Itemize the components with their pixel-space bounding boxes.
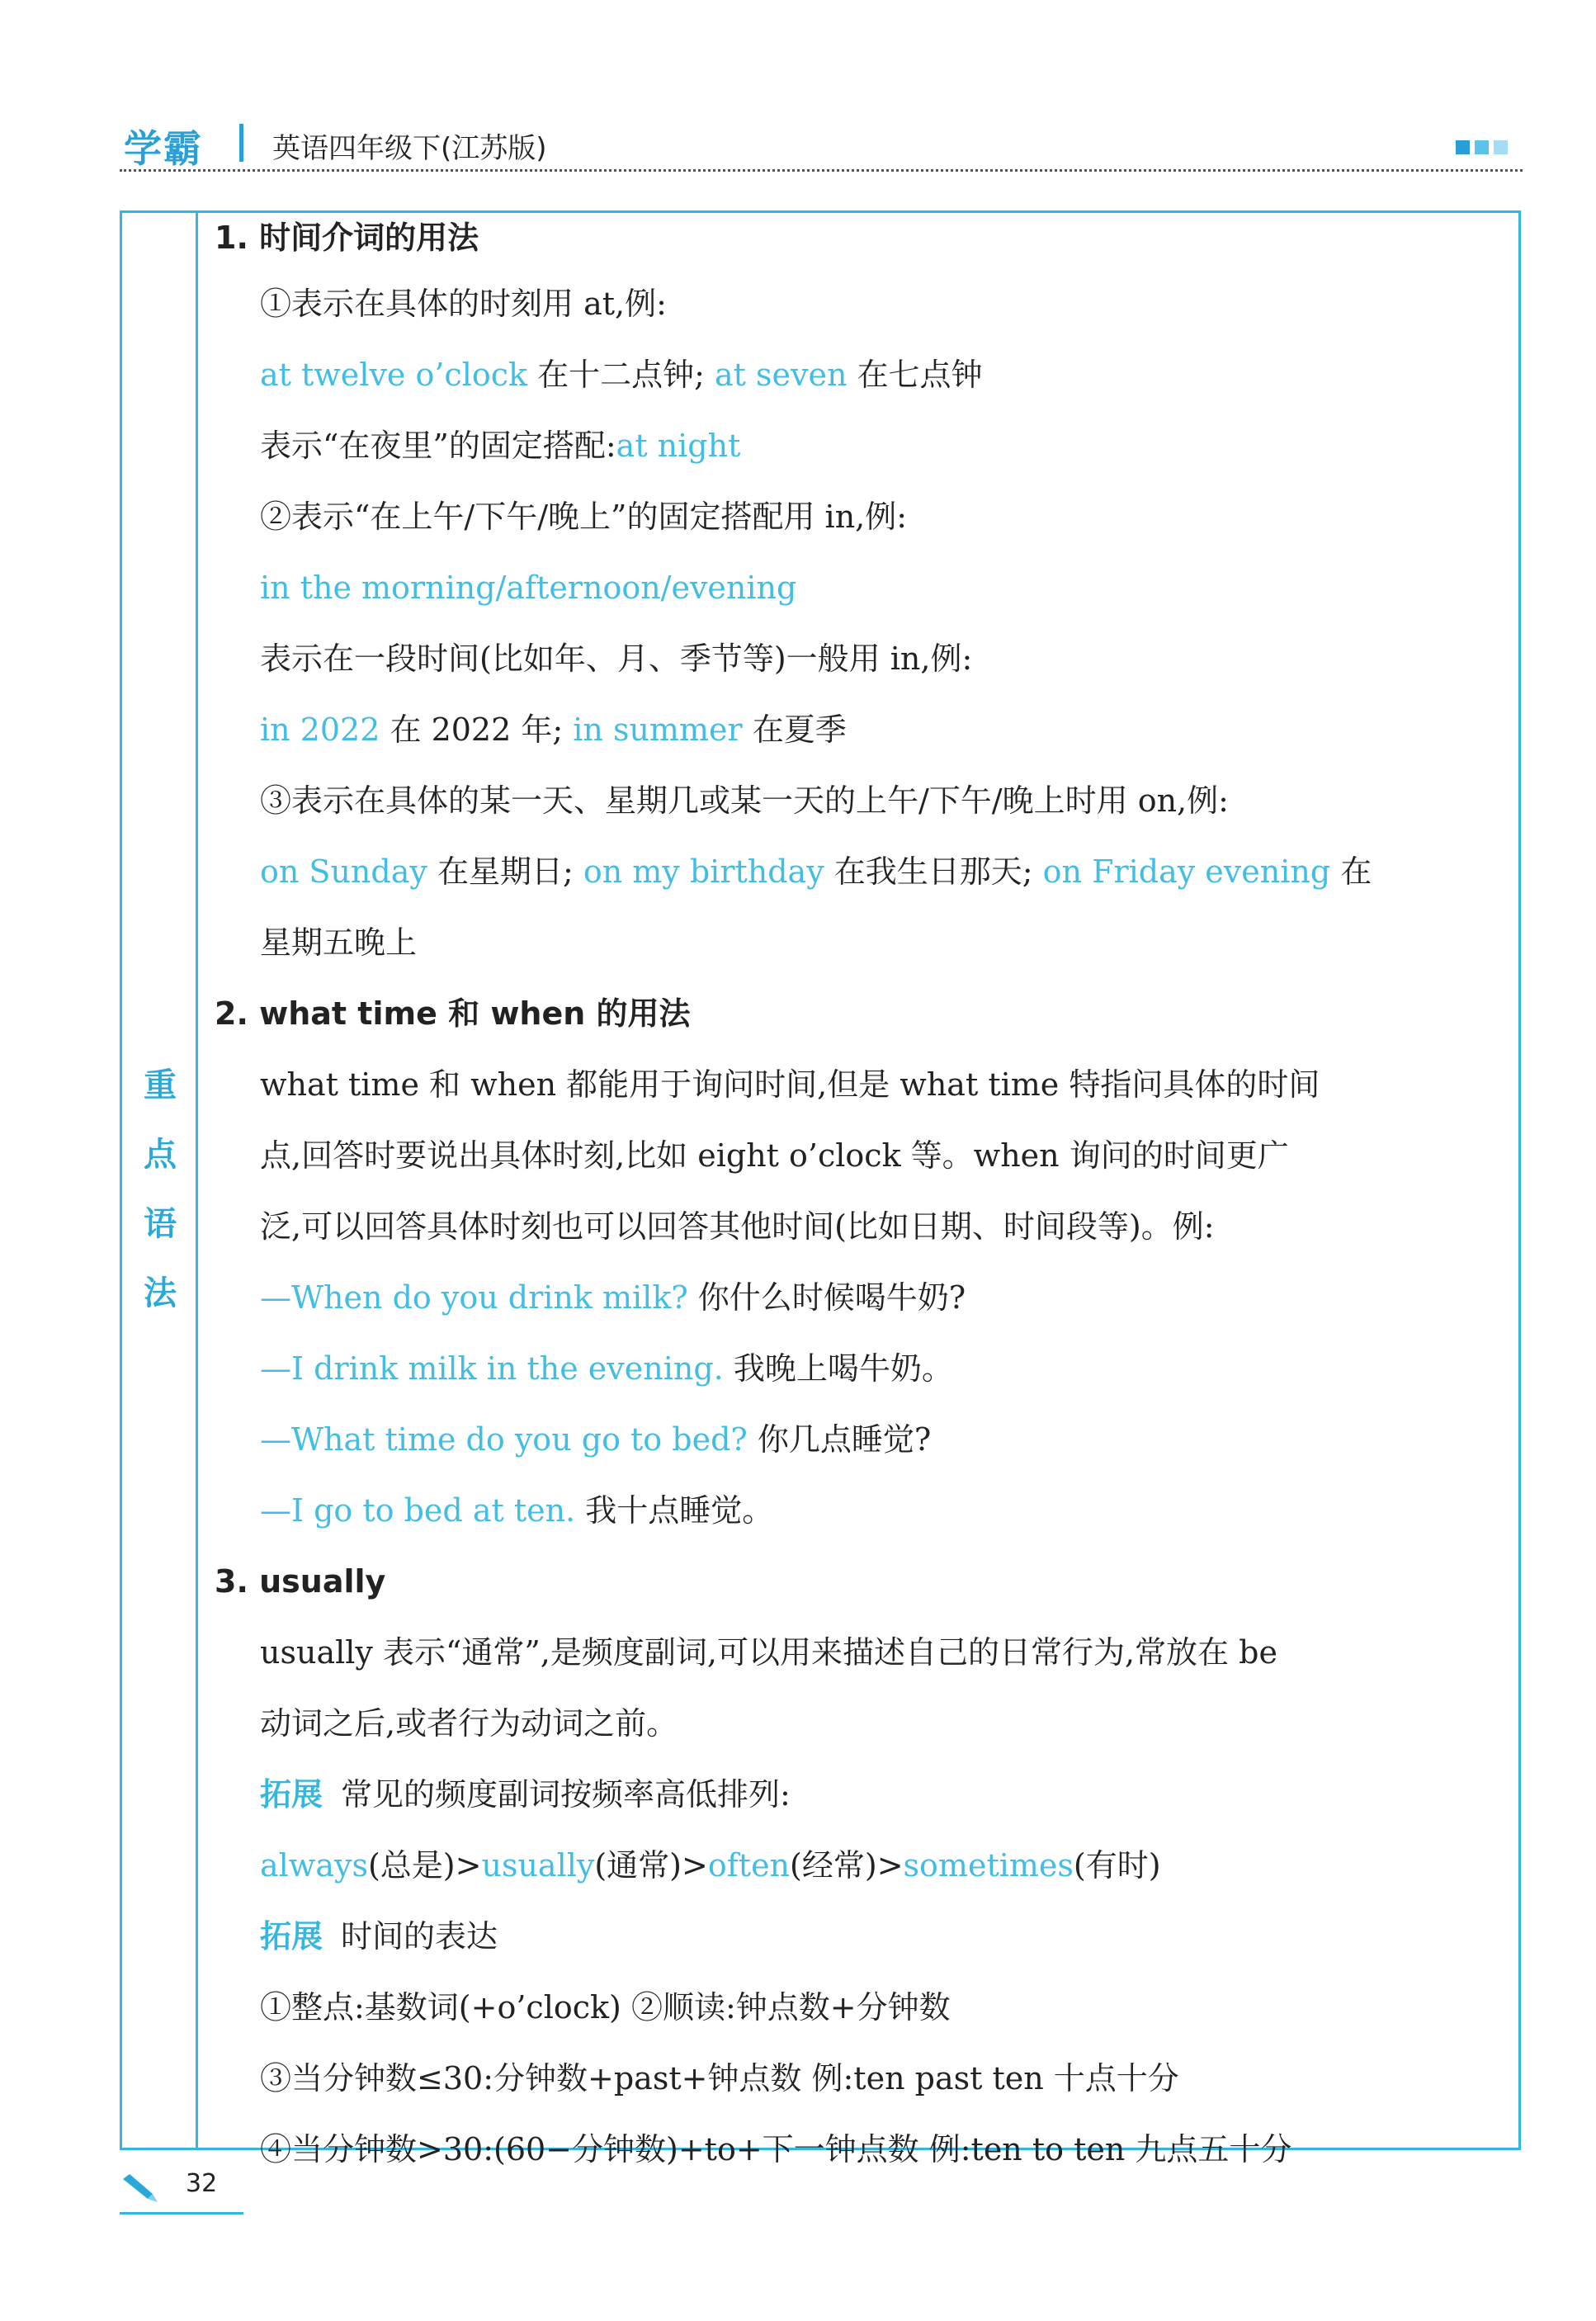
english-example: in 2022 <box>260 711 380 748</box>
text-segment: ③当分钟数≤30:分钟数+past+钟点数 例:ten past ten 十点十分 <box>260 2060 1179 2096</box>
text-segment: 星期五晚上 <box>260 924 418 961</box>
text-segment: (经常)> <box>790 1847 904 1884</box>
text-line <box>260 2125 1291 2174</box>
english-example: usually <box>481 1847 595 1884</box>
page-number: 32 <box>186 2169 218 2198</box>
text-line <box>260 1770 791 1819</box>
text-segment: 表示“在夜里”的固定搭配: <box>260 428 616 464</box>
text-line <box>260 1344 953 1393</box>
book-title: 英语四年级下(江苏版) <box>272 132 547 165</box>
footer-divider <box>120 2212 243 2215</box>
expand-tag: 拓展 <box>260 1776 323 1813</box>
text-line <box>260 918 417 967</box>
english-example: often <box>707 1847 791 1884</box>
text-segment: 动词之后,或者行为动词之前。 <box>260 1705 678 1742</box>
text-line <box>260 492 907 541</box>
text-line <box>260 776 1229 825</box>
english-example: in summer <box>573 711 743 748</box>
text-segment: 在我生日那天; <box>824 853 1043 890</box>
text-segment: 时间的表达 <box>341 1918 498 1955</box>
decor-square <box>1494 140 1508 154</box>
text-segment: 2. what time 和 when 的用法 <box>215 995 691 1032</box>
text-line <box>260 2054 1179 2103</box>
text-segment: 常见的频度副词按频率高低排列: <box>341 1776 791 1813</box>
text-segment: 在夏季 <box>742 711 847 748</box>
text-line <box>260 1131 1289 1180</box>
text-segment: ③表示在具体的某一天、星期几或某一天的上午/下午/晚上时用 on,例: <box>260 782 1229 819</box>
text-line <box>260 1912 498 1961</box>
english-example: on Sunday <box>260 853 427 890</box>
english-example: at night <box>616 428 741 464</box>
text-segment: 在十二点钟; <box>527 357 715 393</box>
english-example: —When do you drink milk? <box>260 1279 688 1316</box>
text-segment: 在星期日; <box>427 853 583 890</box>
text-line <box>260 634 972 683</box>
side-column <box>122 213 198 2148</box>
text-line <box>260 1628 1277 1677</box>
text-line <box>260 1486 773 1535</box>
text-segment: ④当分钟数>30:(60−分钟数)+to+下一钟点数 例:ten to ten 九点五十分 <box>260 2131 1292 2167</box>
text-line <box>260 421 740 470</box>
section-heading <box>215 1557 385 1606</box>
side-title: 重 点 语 法 <box>144 1066 177 1312</box>
text-segment: 在 <box>1330 853 1372 890</box>
section-heading <box>215 213 479 262</box>
text-segment: 在 2022 年; <box>380 711 574 748</box>
text-line <box>260 1841 1161 1890</box>
english-example: in the morning/afternoon/evening <box>260 570 797 606</box>
text-line <box>260 279 667 329</box>
text-segment: (通常)> <box>594 1847 708 1884</box>
text-line <box>260 1060 1320 1109</box>
english-example: sometimes <box>903 1847 1074 1884</box>
text-line <box>260 847 1372 896</box>
english-example: —What time do you go to bed? <box>260 1421 748 1458</box>
text-line <box>260 563 796 612</box>
text-segment: ②表示“在上午/下午/晚上”的固定搭配用 in,例: <box>260 499 908 535</box>
english-example: at twelve o’clock <box>260 357 528 393</box>
text-segment: usually 表示“通常”,是频度副词,可以用来描述自己的日常行为,常放在 be <box>260 1634 1277 1671</box>
text-segment: 3. usually <box>215 1563 386 1600</box>
text-segment: 泛,可以回答具体时刻也可以回答其他时间(比如日期、时间段等)。例: <box>260 1208 1215 1245</box>
text-line <box>260 1202 1215 1251</box>
english-example: —I go to bed at ten. <box>260 1492 576 1529</box>
text-segment: ①表示在具体的时刻用 at,例: <box>260 286 667 322</box>
brand-logo: 学霸 <box>124 126 203 171</box>
english-example: on Friday evening <box>1042 853 1331 890</box>
text-segment: (总是)> <box>367 1847 482 1884</box>
text-line <box>260 1699 678 1748</box>
text-segment: 表示在一段时间(比如年、月、季节等)一般用 in,例: <box>260 641 973 677</box>
text-line <box>260 1415 931 1464</box>
text-segment: 你几点睡觉? <box>747 1421 932 1458</box>
text-segment: (有时) <box>1073 1847 1161 1884</box>
english-example: on my birthday <box>583 853 824 890</box>
decor-square <box>1456 140 1470 154</box>
text-segment: 1. 时间介词的用法 <box>215 220 479 256</box>
text-segment: 我十点睡觉。 <box>575 1492 774 1529</box>
logo-divider <box>239 124 243 162</box>
text-segment: 我晚上喝牛奶。 <box>723 1350 953 1387</box>
text-segment: what time 和 when 都能用于询问时间,但是 what time 特指问具体的时间 <box>260 1066 1320 1103</box>
section-heading <box>215 989 691 1038</box>
text-line <box>260 705 847 754</box>
text-line <box>260 1273 966 1322</box>
english-example: —I drink milk in the evening. <box>260 1350 724 1387</box>
header-divider <box>120 169 1523 172</box>
grammar-box <box>120 210 1521 2167</box>
text-segment: 在七点钟 <box>847 357 983 393</box>
decor-square <box>1475 140 1489 154</box>
text-segment: 你什么时候喝牛奶? <box>687 1279 966 1316</box>
pencil-icon <box>120 2171 161 2204</box>
decor-squares <box>1451 140 1508 158</box>
text-line <box>260 350 983 399</box>
english-example: at seven <box>715 357 848 393</box>
expand-tag: 拓展 <box>260 1918 323 1955</box>
english-example: always <box>260 1847 368 1884</box>
text-segment: ①整点:基数词(+o’clock) ②顺读:钟点数+分钟数 <box>260 1989 951 2026</box>
text-line <box>260 1983 951 2032</box>
text-segment: 点,回答时要说出具体时刻,比如 eight o’clock 等。when 询问的时间更广 <box>260 1137 1289 1174</box>
page-header <box>116 109 1523 171</box>
